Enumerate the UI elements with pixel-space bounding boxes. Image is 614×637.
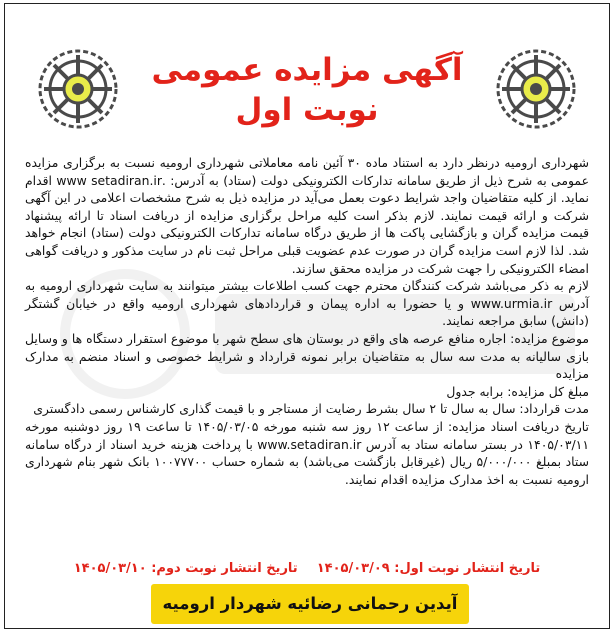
notice-body [25,154,589,488]
publish-second-label: تاریخ انتشار نوبت دوم: [151,561,298,576]
publish-dates [25,560,589,578]
paragraph-duration: مدت قرارداد: سال به سال تا ۲ سال بشرط رضایت از مستاجر و با قیمت گذاری کارشناس رسمی دادگستری [33,401,589,417]
notice-title [125,50,489,130]
paragraph-contact: لازم به ذکر می‌باشد شرکت کنندگان محترم جهت کسب اطلاعات بیشتر میتوانند به سایت شهرداری ارومیه به آدرس www.urmia.ir و یا حضورا به اداره پیمان و قراردادهای شهرداری ارومیه واقع در خیابان گشتگر (دانش) سابق مراجعه نمایند. [25,278,589,329]
emblem-right-icon [493,46,579,132]
publish-first-date: ۱۴۰۵/۰۳/۰۹ [316,561,390,576]
notice-page [4,3,610,629]
emblem-left-icon [35,46,121,132]
publish-second-date: ۱۴۰۵/۰۳/۱۰ [73,561,147,576]
title-line-1: آگهی مزایده عمومی [151,52,463,88]
paragraph-subject: موضوع مزایده: اجاره منافع عرصه های واقع در بوستان های سطح شهر با موضوع استقرار دستگاه ها و وسایل بازی سالیانه به مدت سه سال به متقاضیان برابر نمونه قرارداد و شرایط خصوصی و اسناد منضم به مدارک مزایده [25,330,589,382]
paragraph-amount: مبلغ کل مزایده: برابه جدول [446,383,589,399]
publish-first-label: تاریخ انتشار نوبت اول: [394,561,541,576]
paragraph-intro: شهرداری ارومیه درنظر دارد به استناد ماده ۳۰ آئین نامه معاملاتی شهرداری ارومیه نسبت به برگزاری مزایده عمومی به شرح ذیل از طریق سامانه تدارکات الکترونیکی دولت (ستاد) به آدرس: .www setadiran.ir اقدام نماید. از کلیه متقاضیان واجد شرایط دعوت بعمل می‌آید در مزایده ذیل به شرح مشخصات اعلامی در این آگهی شرکت و ارائه قیمت نمایند. لازم بذکر است کلیه مراحل برگزاری مزایده از دریافت اسناد تا ارائه پیشنهاد قیمت مزایده گران و بازگشایی پاکت ها از طریق درگاه سامانه تدارکات الکترونیکی دولت (ستاد) انجام خواهد شد. لذا لازم است مزایده گران در صورت عدم عضویت قبلی مراحل ثبت نام در سایت مذکور و دریافت گواهی امضاء الکترونیکی را جهت شرکت در مزایده محقق سازند. [25,155,590,276]
mayor-signature: آیدین رحمانی رضائیه شهردار ارومیه [151,584,469,624]
title-line-2: نوبت اول [235,92,379,128]
paragraph-documents: تاریخ دریافت اسناد مزایده: از ساعت ۱۲ روز سه شنبه مورخه ۱۴۰۵/۰۳/۰۵ تا ساعت ۱۹ روز دوشنبه مورخه ۱۴۰۵/۰۳/۱۱ در بستر سامانه ستاد به آدرس www.setadiran.ir با پرداخت هزینه خرید اسناد از درگاه سامانه ستاد بمبلغ ۵/۰۰۰/۰۰۰ ریال (غیرقابل بازگشت می‌باشد) به شماره حساب ۱۰۰۷۷۷۰۰ بانک شهر بنام شهرداری ارومیه نسبت به اخذ مدارک مزایده اقدام نمایند. [25,418,590,487]
